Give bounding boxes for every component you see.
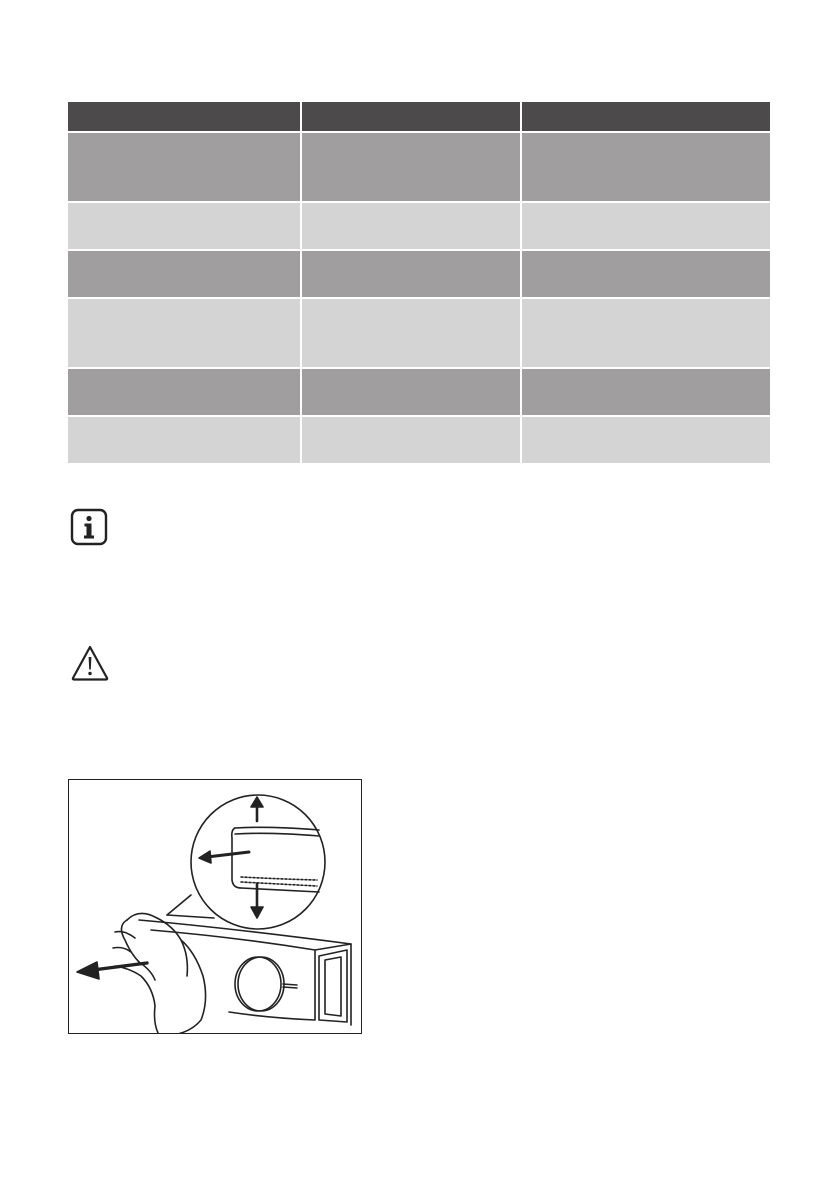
table-cell (68, 249, 302, 297)
table-cell (68, 367, 302, 415)
table-cell (302, 249, 522, 297)
table-row (68, 415, 770, 463)
table-cell (522, 367, 770, 415)
table-cell (302, 415, 522, 463)
table-cell (522, 297, 770, 367)
table-cell (522, 201, 770, 249)
table-cell (68, 297, 302, 367)
table-cell (302, 201, 522, 249)
table-row (68, 201, 770, 249)
table-row (68, 131, 770, 201)
table-cell (522, 415, 770, 463)
table-row (68, 297, 770, 367)
table-row (68, 249, 770, 297)
data-table (68, 102, 770, 463)
info-icon (70, 508, 108, 546)
table-header-row (68, 102, 770, 131)
table-row (68, 367, 770, 415)
hand-pulling-panel-illustration (69, 780, 362, 1034)
warning-icon (70, 644, 110, 682)
table-header-cell (302, 102, 522, 131)
table-cell (522, 249, 770, 297)
table-cell (302, 131, 522, 201)
illustration-frame (68, 779, 362, 1034)
table-cell (68, 201, 302, 249)
table-cell (522, 131, 770, 201)
table-header-cell (68, 102, 302, 131)
table-header-cell (522, 102, 770, 131)
table-cell (302, 367, 522, 415)
table-cell (302, 297, 522, 367)
table-cell (68, 131, 302, 201)
table-cell (68, 415, 302, 463)
